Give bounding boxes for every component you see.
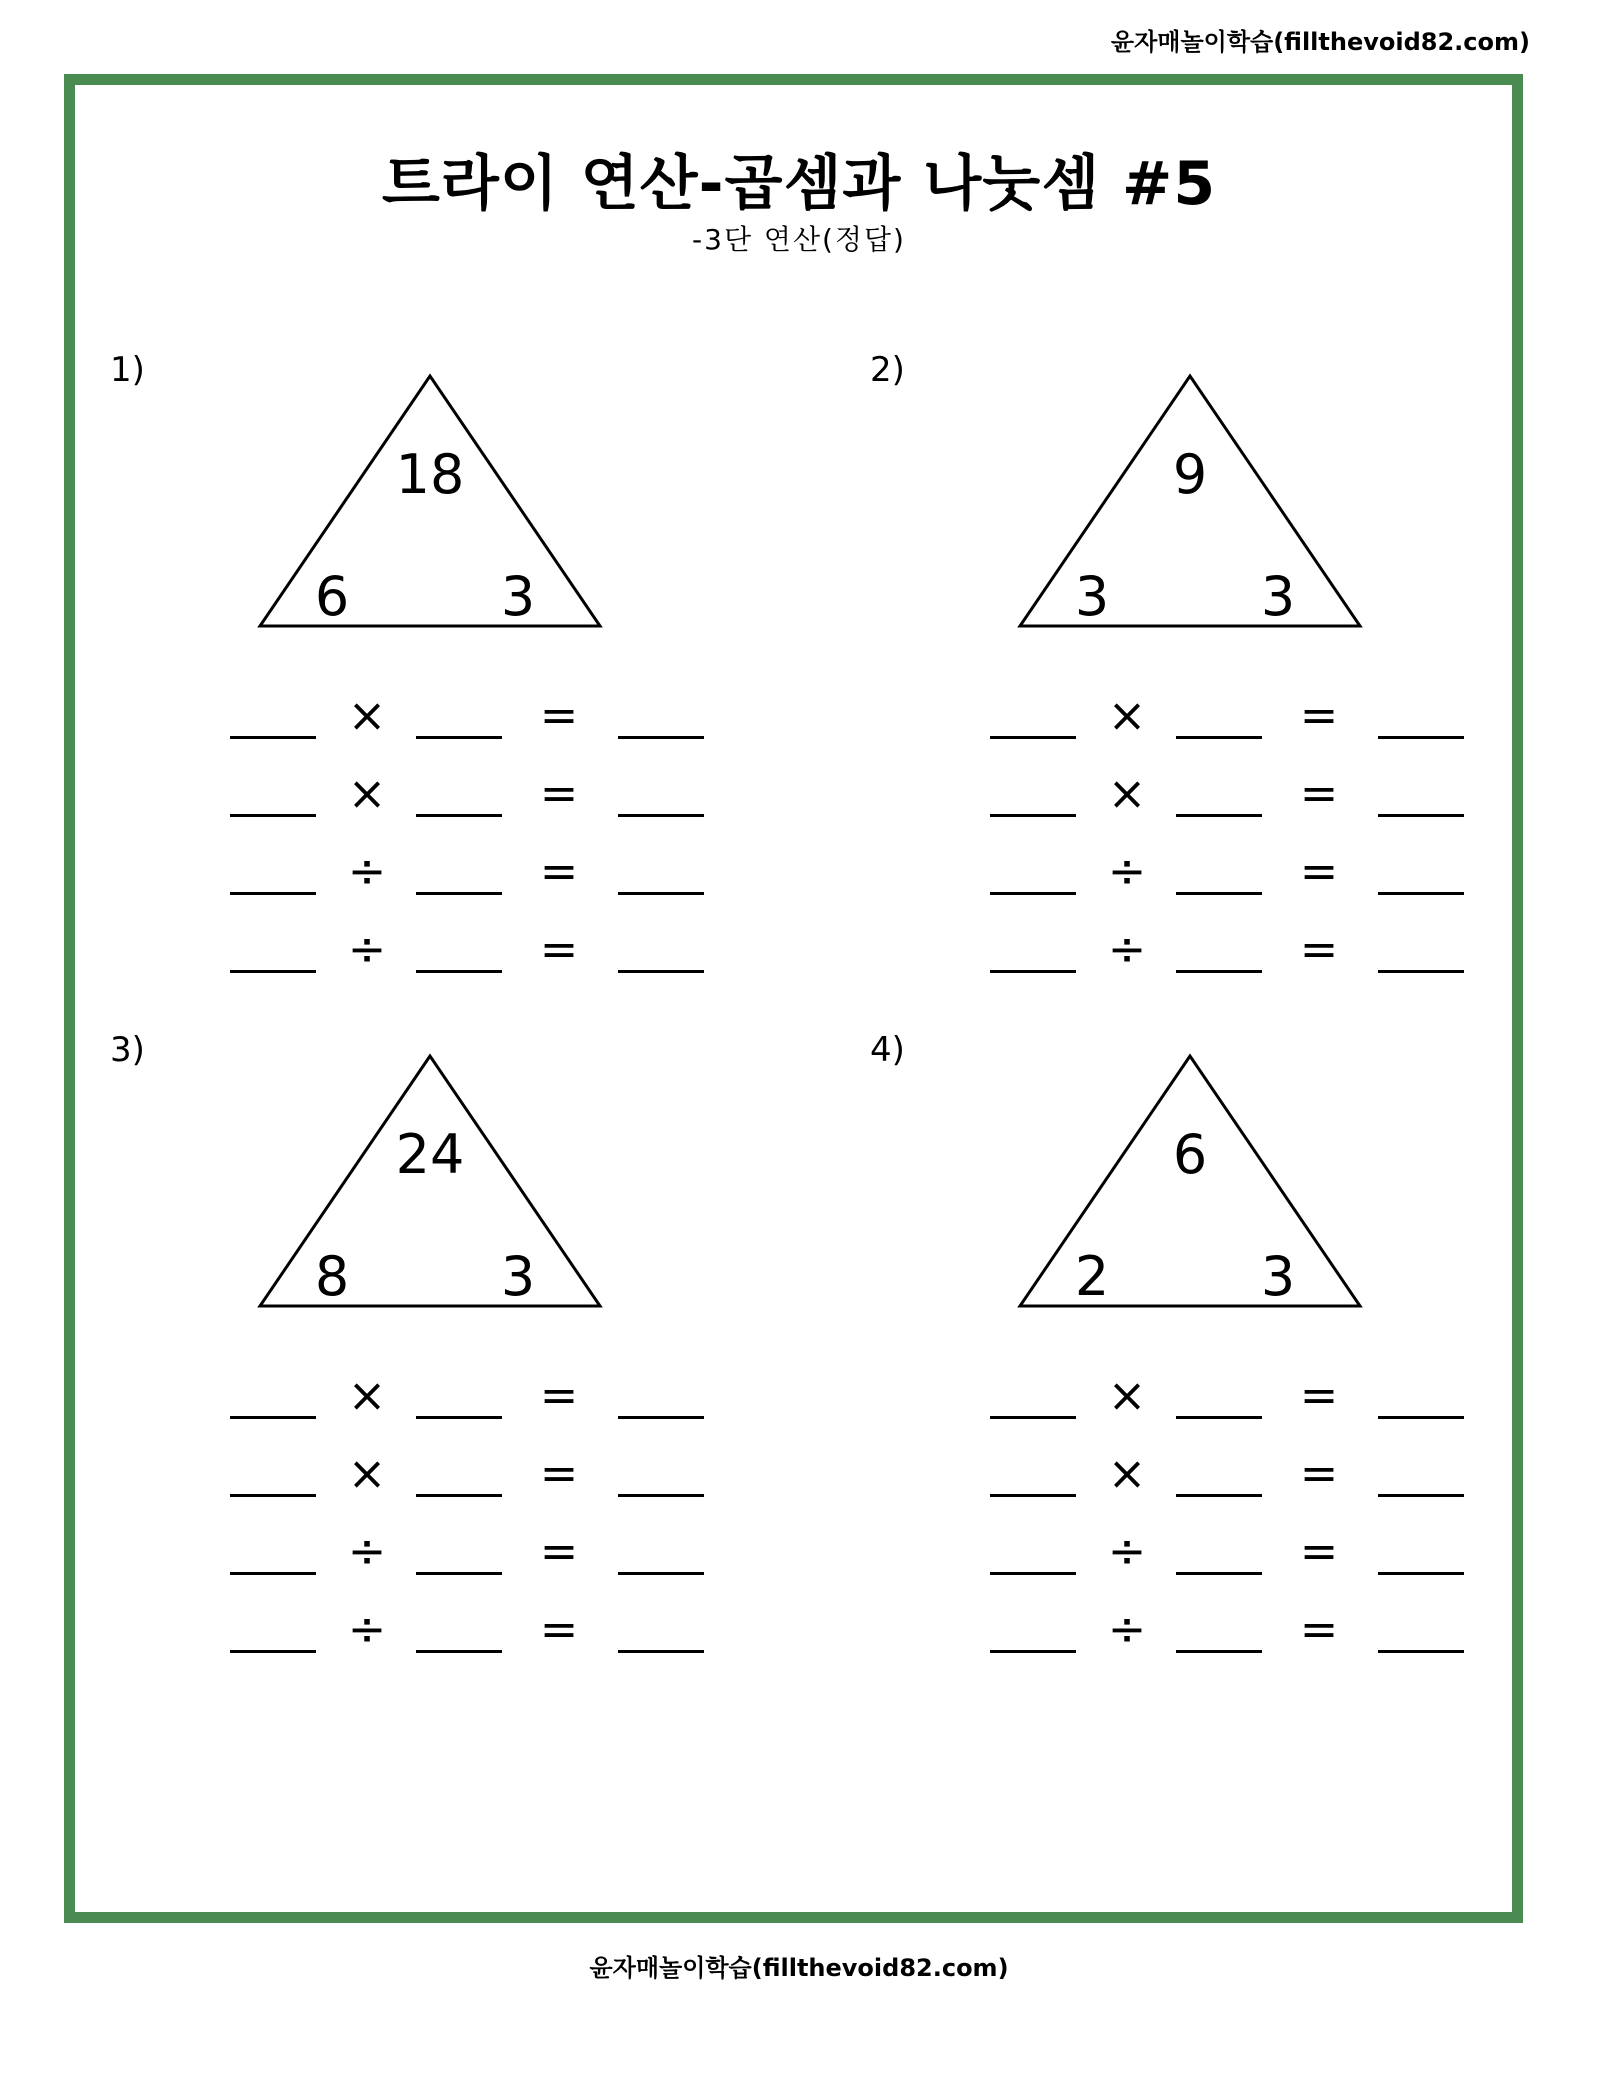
- answer-blank[interactable]: [618, 814, 704, 817]
- equals-sign: =: [1299, 766, 1339, 820]
- answer-blank[interactable]: [618, 970, 704, 973]
- equation-row: [990, 846, 1490, 906]
- answer-blank[interactable]: [230, 892, 316, 895]
- operator-sign: ×: [347, 766, 387, 820]
- equals-sign: =: [539, 1524, 579, 1578]
- triangle-top-number: 9: [1172, 443, 1208, 506]
- answer-blank[interactable]: [416, 1572, 502, 1575]
- operator-sign: ×: [1107, 688, 1147, 742]
- triangle-left-number: 2: [1074, 1245, 1110, 1308]
- fact-triangle: [250, 1048, 610, 1318]
- answer-blank[interactable]: [618, 736, 704, 739]
- equation-row: [990, 1370, 1490, 1430]
- answer-blank[interactable]: [1176, 736, 1262, 739]
- problem-2: [870, 350, 1510, 990]
- operator-sign: ÷: [1107, 1602, 1147, 1656]
- equation-row: [230, 1370, 730, 1430]
- equation-row: [990, 1604, 1490, 1664]
- answer-blank[interactable]: [416, 1650, 502, 1653]
- triangle-top-number: 18: [395, 443, 465, 506]
- equals-sign: =: [1299, 844, 1339, 898]
- fact-triangle: [1010, 368, 1370, 638]
- equation-row: [230, 768, 730, 828]
- header-watermark: 윤자매놀이학습(fillthevoid82.com): [1110, 28, 1530, 56]
- answer-blank[interactable]: [1378, 1416, 1464, 1419]
- operator-sign: ÷: [347, 922, 387, 976]
- answer-blank[interactable]: [230, 814, 316, 817]
- fact-triangle: [1010, 1048, 1370, 1318]
- answer-blank[interactable]: [230, 1416, 316, 1419]
- answer-blank[interactable]: [416, 970, 502, 973]
- answer-blank[interactable]: [990, 1416, 1076, 1419]
- equals-sign: =: [539, 844, 579, 898]
- equals-sign: =: [539, 688, 579, 742]
- answer-blank[interactable]: [416, 1494, 502, 1497]
- problem-number: 1): [110, 350, 145, 390]
- triangle-right-number: 3: [500, 1245, 536, 1308]
- page-subtitle: -3단 연산(정답): [692, 223, 906, 256]
- triangle-top-number: 24: [395, 1123, 465, 1186]
- equation-row: [990, 768, 1490, 828]
- answer-blank[interactable]: [1176, 892, 1262, 895]
- answer-blank[interactable]: [416, 892, 502, 895]
- answer-blank[interactable]: [230, 1572, 316, 1575]
- equation-row: [990, 1526, 1490, 1586]
- equals-sign: =: [1299, 688, 1339, 742]
- operator-sign: ÷: [1107, 922, 1147, 976]
- problem-number: 2): [870, 350, 905, 390]
- answer-blank[interactable]: [1176, 814, 1262, 817]
- equals-sign: =: [539, 1602, 579, 1656]
- answer-blank[interactable]: [230, 1494, 316, 1497]
- answer-blank[interactable]: [416, 814, 502, 817]
- answer-blank[interactable]: [230, 1650, 316, 1653]
- answer-blank[interactable]: [1176, 1650, 1262, 1653]
- equation-row: [230, 1448, 730, 1508]
- answer-blank[interactable]: [230, 970, 316, 973]
- answer-blank[interactable]: [1176, 1572, 1262, 1575]
- answer-blank[interactable]: [618, 1650, 704, 1653]
- operator-sign: ÷: [1107, 1524, 1147, 1578]
- answer-blank[interactable]: [618, 1494, 704, 1497]
- problem-number: 3): [110, 1030, 145, 1070]
- equation-row: [230, 690, 730, 750]
- problem-1: [110, 350, 750, 990]
- answer-blank[interactable]: [1378, 970, 1464, 973]
- operator-sign: ×: [347, 688, 387, 742]
- equation-row: [990, 924, 1490, 984]
- equation-row: [230, 924, 730, 984]
- equation-row: [230, 1604, 730, 1664]
- equals-sign: =: [539, 922, 579, 976]
- answer-blank[interactable]: [1378, 1572, 1464, 1575]
- answer-blank[interactable]: [1378, 1494, 1464, 1497]
- equals-sign: =: [539, 1368, 579, 1422]
- operator-sign: ×: [1107, 1368, 1147, 1422]
- operator-sign: ÷: [347, 1602, 387, 1656]
- answer-blank[interactable]: [990, 1494, 1076, 1497]
- answer-blank[interactable]: [1176, 1494, 1262, 1497]
- answer-blank[interactable]: [1176, 1416, 1262, 1419]
- answer-blank[interactable]: [618, 1572, 704, 1575]
- answer-blank[interactable]: [1378, 1650, 1464, 1653]
- triangle-right-number: 3: [1260, 1245, 1296, 1308]
- answer-blank[interactable]: [1176, 970, 1262, 973]
- answer-blank[interactable]: [618, 1416, 704, 1419]
- answer-blank[interactable]: [230, 736, 316, 739]
- answer-blank[interactable]: [416, 736, 502, 739]
- equals-sign: =: [1299, 1524, 1339, 1578]
- equals-sign: =: [539, 1446, 579, 1500]
- operator-sign: ×: [1107, 766, 1147, 820]
- answer-blank[interactable]: [990, 736, 1076, 739]
- answer-blank[interactable]: [1378, 892, 1464, 895]
- answer-blank[interactable]: [990, 814, 1076, 817]
- equals-sign: =: [1299, 1446, 1339, 1500]
- answer-blank[interactable]: [416, 1416, 502, 1419]
- operator-sign: ÷: [347, 1524, 387, 1578]
- page-title: 트라이 연산-곱셈과 나눗셈 #5: [381, 149, 1217, 219]
- problem-number: 4): [870, 1030, 905, 1070]
- triangle-right-number: 3: [1260, 565, 1296, 628]
- answer-blank[interactable]: [1378, 736, 1464, 739]
- answer-blank[interactable]: [990, 1572, 1076, 1575]
- triangle-top-number: 6: [1172, 1123, 1208, 1186]
- triangle-left-number: 6: [314, 565, 350, 628]
- equals-sign: =: [1299, 1368, 1339, 1422]
- equals-sign: =: [539, 766, 579, 820]
- triangle-right-number: 3: [500, 565, 536, 628]
- operator-sign: ×: [1107, 1446, 1147, 1500]
- problem-4: [870, 1030, 1510, 1670]
- equation-row: [990, 690, 1490, 750]
- equals-sign: =: [1299, 922, 1339, 976]
- operator-sign: ×: [347, 1446, 387, 1500]
- operator-sign: ×: [347, 1368, 387, 1422]
- triangle-left-number: 3: [1074, 565, 1110, 628]
- footer-watermark: 윤자매놀이학습(fillthevoid82.com): [589, 1954, 1009, 1982]
- answer-blank[interactable]: [990, 1650, 1076, 1653]
- answer-blank[interactable]: [1378, 814, 1464, 817]
- answer-blank[interactable]: [618, 892, 704, 895]
- equals-sign: =: [1299, 1602, 1339, 1656]
- equation-row: [230, 846, 730, 906]
- operator-sign: ÷: [347, 844, 387, 898]
- operator-sign: ÷: [1107, 844, 1147, 898]
- equation-row: [230, 1526, 730, 1586]
- answer-blank[interactable]: [990, 892, 1076, 895]
- equation-row: [990, 1448, 1490, 1508]
- fact-triangle: [250, 368, 610, 638]
- triangle-left-number: 8: [314, 1245, 350, 1308]
- problem-3: [110, 1030, 750, 1670]
- answer-blank[interactable]: [990, 970, 1076, 973]
